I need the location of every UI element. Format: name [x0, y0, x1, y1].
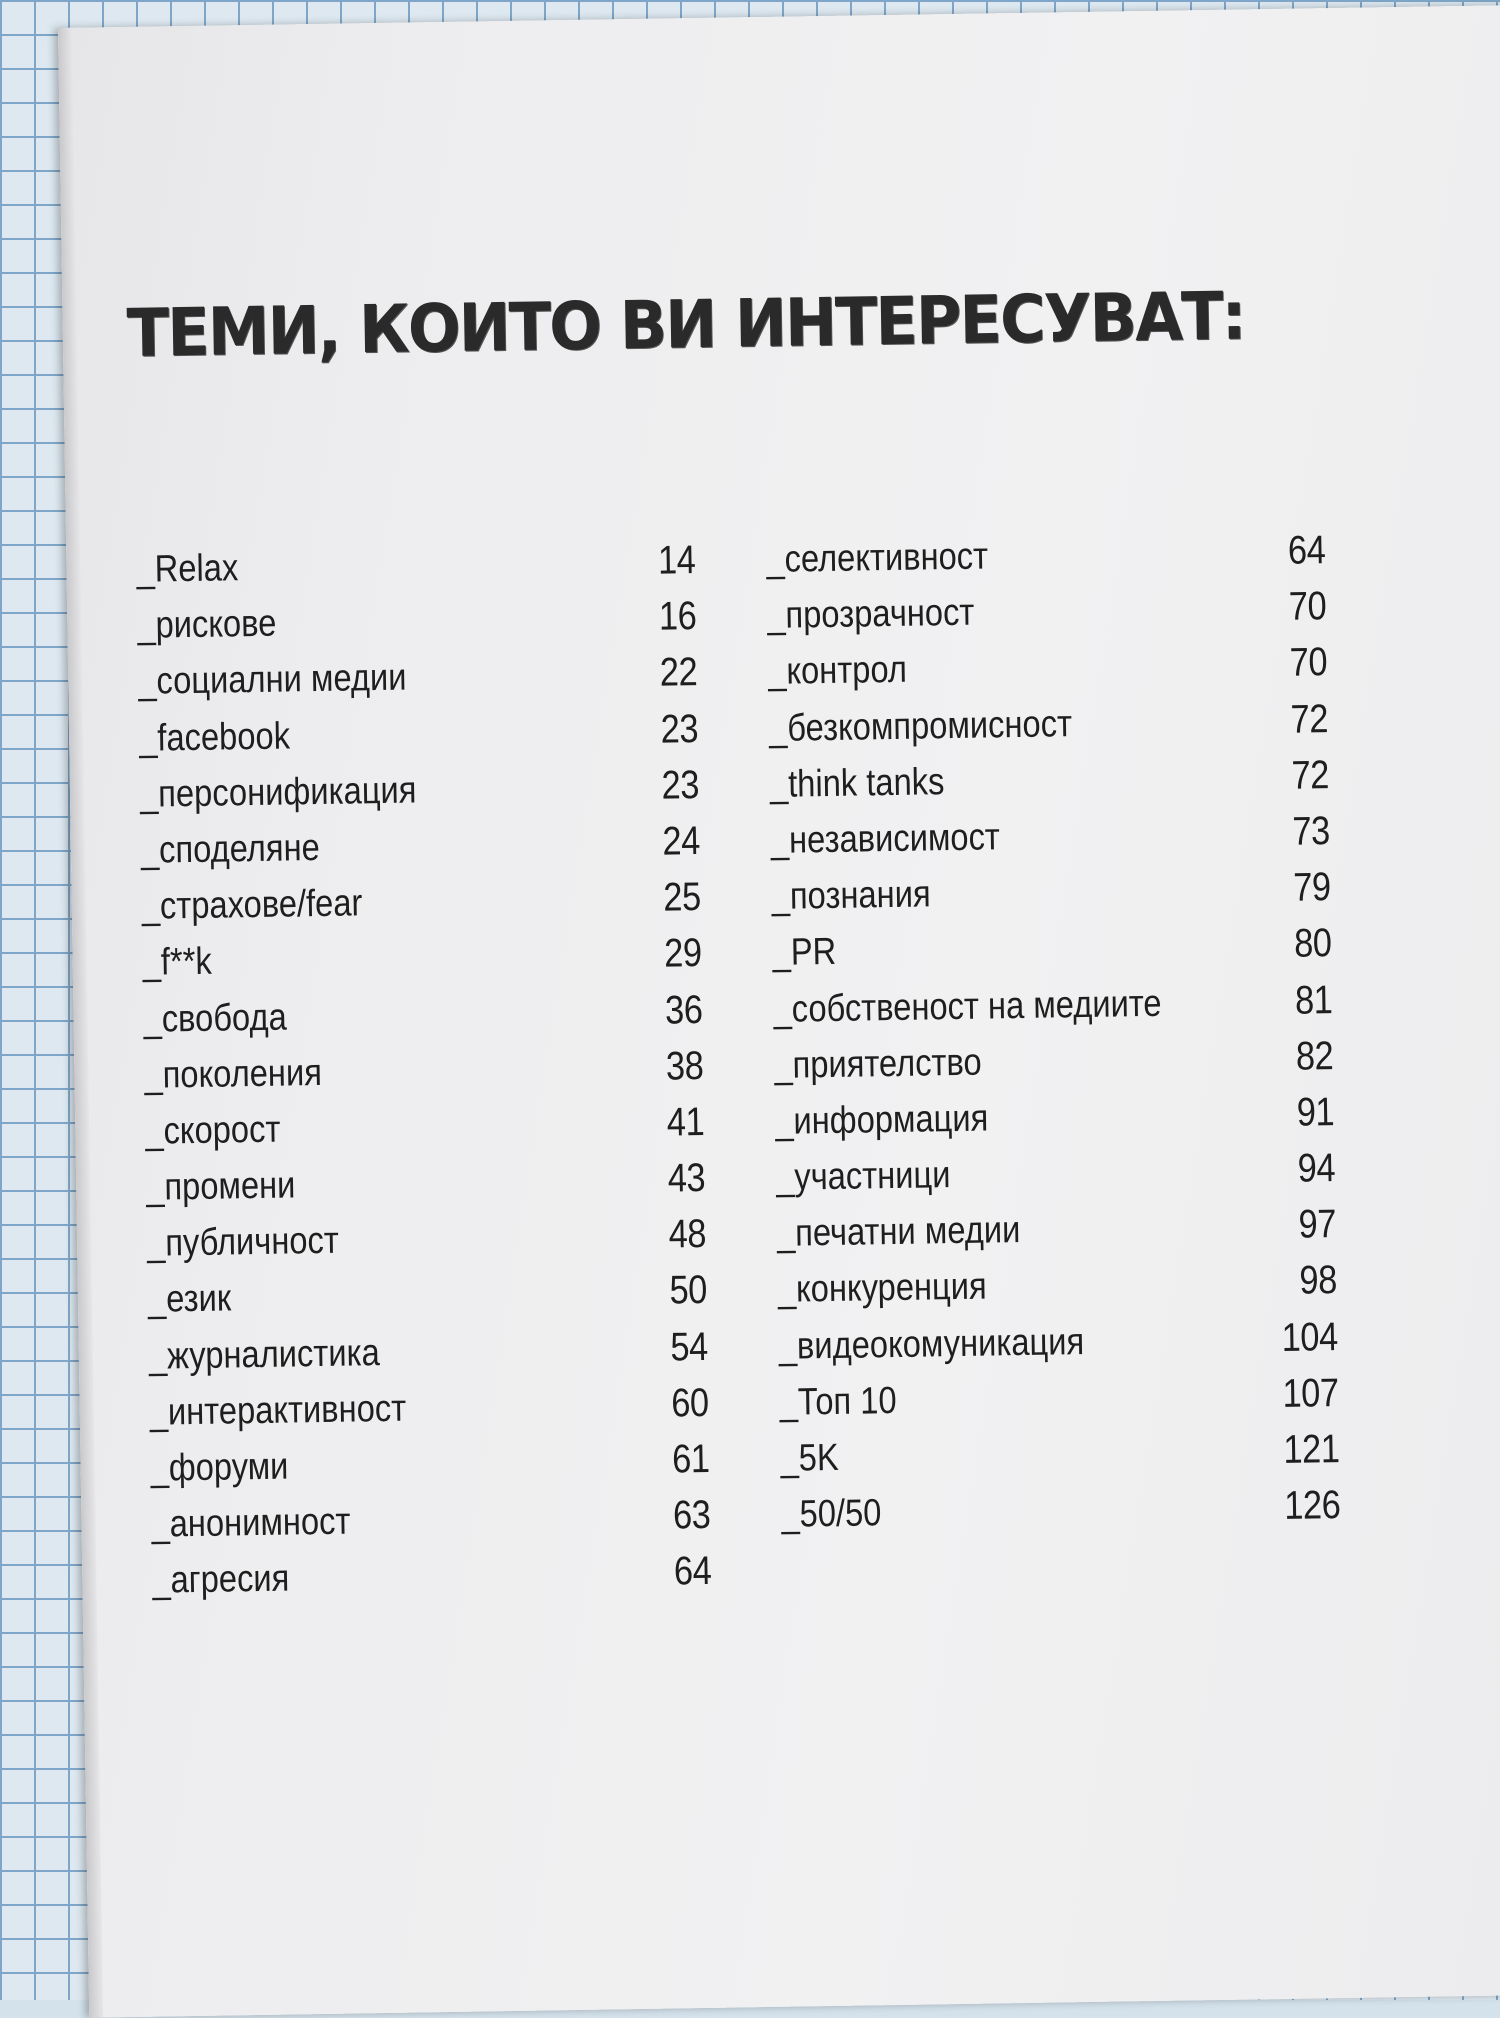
toc-entry [138, 650, 698, 715]
toc-page-number: 29 [663, 931, 702, 976]
page-title: ТЕМИ, КОИТО ВИ ИНТЕРЕСУВАТ: [126, 277, 1246, 372]
toc-entry [143, 988, 703, 1053]
toc-page-number: 50 [669, 1268, 708, 1313]
toc-topic: _промени [145, 1164, 296, 1209]
toc-topic: _50/50 [781, 1492, 882, 1537]
toc-page-number: 72 [1290, 696, 1329, 742]
toc-entry [144, 1044, 704, 1109]
toc-page-number: 38 [665, 1043, 704, 1089]
toc-topic: _познания [771, 873, 931, 919]
toc-topic: _страхове/fear [141, 882, 363, 928]
toc-page-number: 63 [672, 1493, 711, 1538]
toc-entry [148, 1268, 708, 1333]
toc-topic: _think tanks [769, 760, 945, 806]
toc-entry [142, 931, 702, 996]
toc-topic: _конкуренция [777, 1266, 987, 1312]
toc-topic: _собственост на медиите [773, 982, 1162, 1031]
toc-topic: _скорост [145, 1108, 281, 1153]
toc-entry [137, 594, 697, 659]
toc-entry [768, 641, 1328, 706]
toc-entry [771, 865, 1331, 930]
toc-entry [141, 875, 701, 940]
toc-page-number: 25 [662, 875, 702, 920]
toc-page-number: 121 [1283, 1427, 1340, 1472]
toc-entry [781, 1483, 1341, 1548]
toc-column-left [136, 538, 713, 1614]
toc-topic: _журналистика [148, 1331, 381, 1378]
toc-page-number: 82 [1295, 1033, 1334, 1079]
toc-entry [766, 528, 1326, 593]
toc-entry [141, 819, 701, 884]
toc-entry [139, 707, 699, 772]
toc-topic: _персонификация [139, 769, 417, 816]
toc-page-number: 36 [664, 987, 703, 1033]
toc-topic: _селективност [766, 535, 989, 581]
toc-page-number: 81 [1294, 977, 1333, 1023]
toc-entry [776, 1146, 1336, 1211]
toc-topic: _социални медии [137, 656, 407, 704]
toc-page-number: 70 [1288, 584, 1327, 629]
toc-page-number: 60 [670, 1380, 710, 1426]
toc-page-number: 104 [1281, 1314, 1339, 1360]
toc-page-number: 72 [1291, 752, 1330, 798]
toc-topic: _f**k [142, 941, 213, 985]
toc-page-number: 80 [1293, 921, 1332, 967]
toc-page-number: 61 [671, 1436, 710, 1482]
toc-topic: _форуми [150, 1445, 289, 1490]
toc-topic: _Топ 10 [779, 1379, 897, 1424]
toc-topic: _безкомпромисност [768, 702, 1073, 750]
book-page [58, 5, 1500, 2018]
toc-topic: _видеокомуникация [778, 1320, 1085, 1368]
toc-entry [770, 753, 1330, 818]
toc-page-number: 98 [1299, 1258, 1338, 1304]
toc-page-number: 43 [667, 1156, 706, 1201]
toc-entry [769, 697, 1329, 762]
toc-entry [777, 1202, 1337, 1267]
toc-entry [775, 1090, 1335, 1155]
toc-page-number: 64 [1287, 528, 1326, 573]
toc-page-number: 22 [659, 650, 698, 695]
toc-page-number: 79 [1292, 865, 1331, 910]
toc-page-number: 48 [668, 1212, 707, 1257]
toc-page-number: 107 [1282, 1370, 1339, 1416]
toc-entry [778, 1315, 1338, 1380]
toc-entry [770, 809, 1330, 874]
toc-entry [778, 1259, 1338, 1324]
toc-page-number: 73 [1292, 809, 1331, 854]
toc-entry [773, 978, 1333, 1043]
toc-entry [767, 584, 1327, 649]
toc-topic: _PR [772, 931, 837, 975]
toc-topic: _споделяне [140, 826, 321, 872]
toc-topic: _интерактивност [149, 1387, 407, 1434]
toc-entry [140, 763, 700, 828]
toc-topic: _свобода [143, 996, 288, 1041]
toc-topic: _прозрачност [766, 591, 975, 638]
toc-entry [151, 1493, 711, 1558]
toc-entry [147, 1212, 707, 1277]
toc-entry [145, 1100, 705, 1165]
toc-page-number: 64 [673, 1549, 712, 1594]
toc-entry [149, 1325, 709, 1390]
toc-page-number: 91 [1296, 1089, 1335, 1135]
toc-page-number: 94 [1297, 1146, 1336, 1191]
toc-column-right [766, 528, 1342, 1548]
toc-entry [779, 1371, 1339, 1436]
toc-topic: _участници [775, 1154, 951, 1199]
toc-topic: _поколения [144, 1051, 323, 1097]
toc-page-number: 24 [662, 818, 701, 864]
toc-entry [136, 538, 696, 603]
toc-topic: _агресия [152, 1557, 290, 1603]
toc-page-number: 23 [661, 762, 700, 808]
toc-page-number: 97 [1298, 1202, 1337, 1247]
toc-entry [774, 1034, 1334, 1099]
toc-entry [152, 1549, 712, 1614]
toc-page-number: 126 [1283, 1483, 1341, 1529]
toc-page-number: 16 [658, 594, 697, 639]
toc-topic: _анонимност [151, 1500, 351, 1546]
toc-entry [150, 1437, 710, 1502]
toc-entry [149, 1381, 709, 1446]
toc-topic: _рискове [137, 602, 277, 648]
toc-page-number: 14 [657, 538, 696, 583]
toc-entry [780, 1427, 1340, 1492]
toc-topic: _информация [774, 1097, 989, 1143]
toc-topic: _Relax [136, 547, 239, 591]
toc-topic: _приятелство [774, 1041, 982, 1087]
toc-topic: _контрол [767, 649, 908, 694]
toc-topic: _facebook [138, 715, 291, 760]
toc-topic: _5K [780, 1436, 840, 1480]
toc-topic: _публичност [146, 1219, 340, 1265]
toc-topic: _език [147, 1277, 232, 1322]
toc-topic: _печатни медии [776, 1209, 1021, 1256]
toc-entry [772, 921, 1332, 986]
toc-page-number: 23 [660, 706, 699, 752]
toc-page-number: 54 [670, 1324, 709, 1370]
toc-entry [146, 1156, 706, 1221]
toc-page-number: 41 [666, 1099, 705, 1145]
toc-topic: _независимост [770, 816, 1001, 862]
toc-page-number: 70 [1289, 640, 1328, 686]
